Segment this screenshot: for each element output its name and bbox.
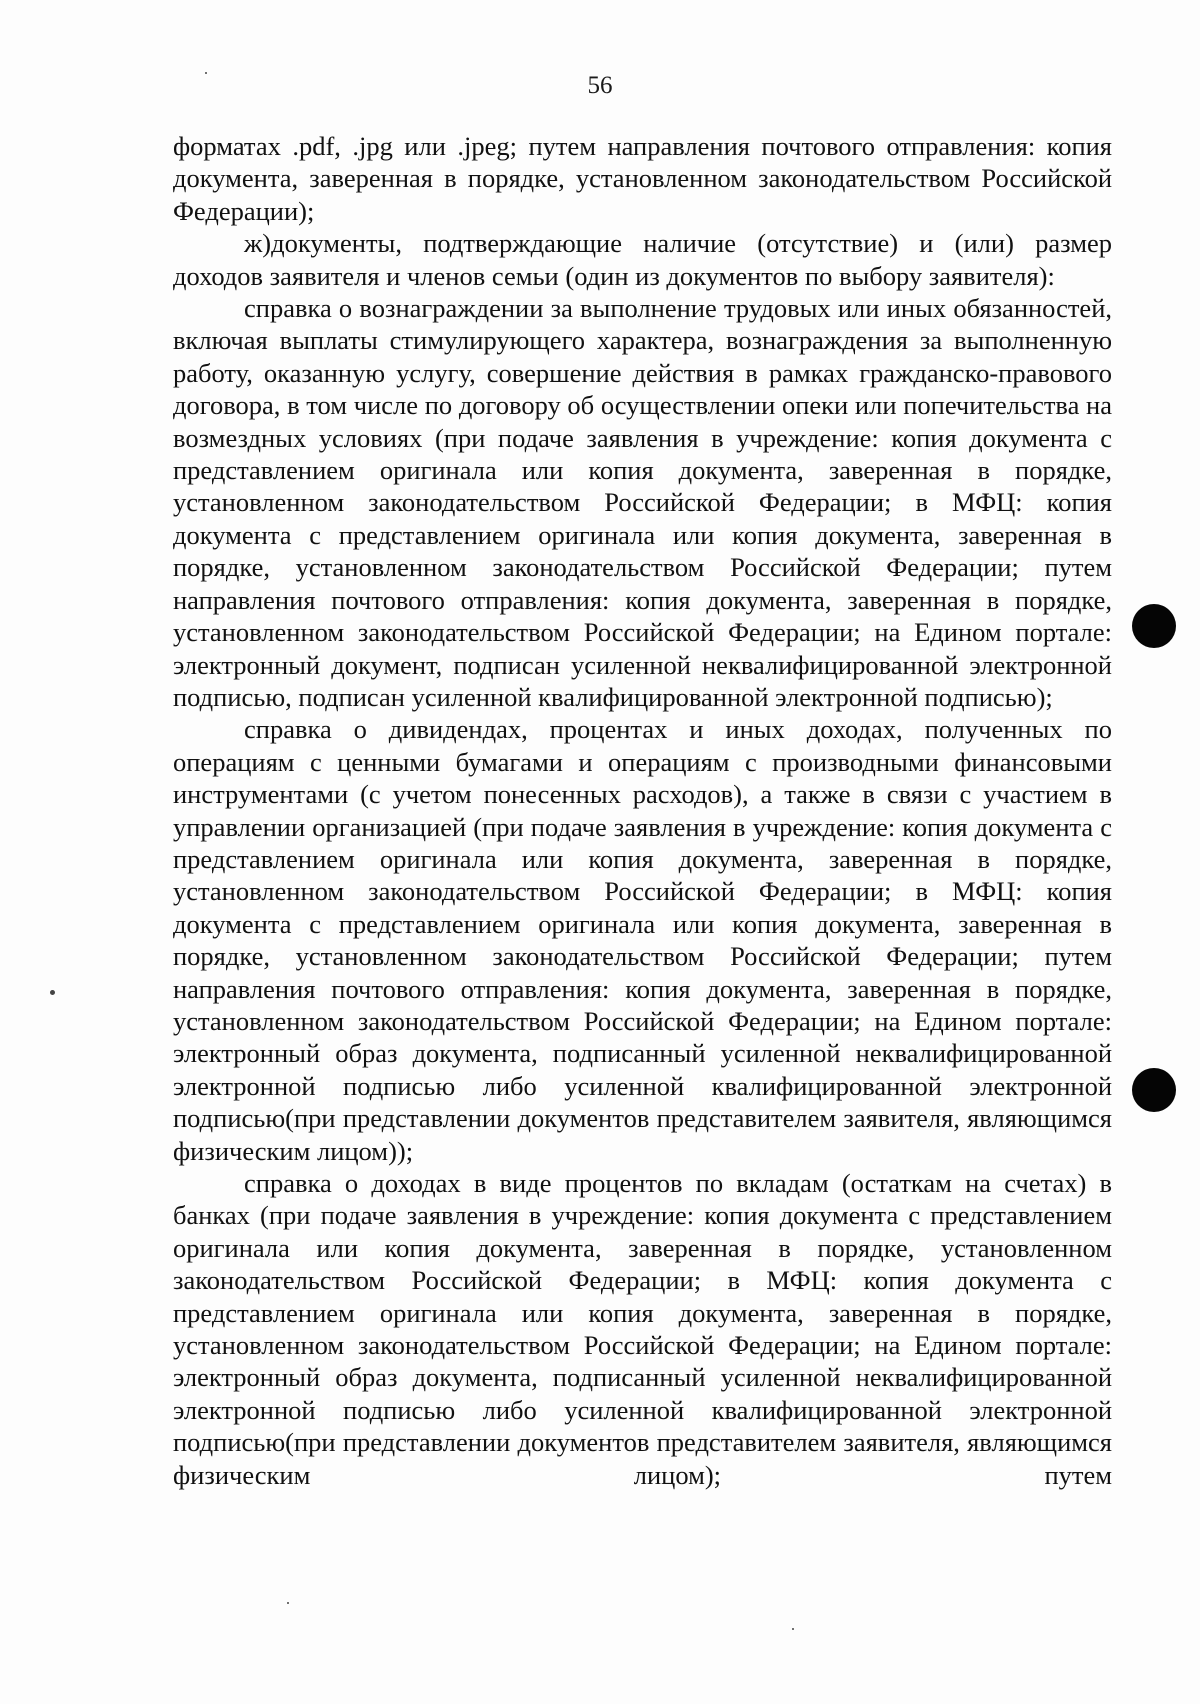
page-number: 56 bbox=[587, 72, 613, 99]
punch-hole-lower bbox=[1132, 1068, 1176, 1112]
paragraph-deposit-interest-certificate: справка о доходах в виде процентов по вкладам (остаткам на счетах) в банках (при подаче заявления в учреждение: копия документа с представлением оригинала или копия документа, заверенная в порядке, установленном законодательством Российской Федерации; в МФЦ: копия документа с представлением оригинала или копия документа, заверенная в порядке, установленном законодательством Российской Федерации; на Едином портале: электронный образ документа, подписанный усиленной неквалифицированной электронной подписью либо усиленной квалифицированной электронной подписью(при представлении документов представителем заявителя, являющимся физическим лицом); путем bbox=[173, 1168, 1112, 1490]
document-body bbox=[173, 130, 1112, 1491]
scan-speck bbox=[205, 72, 207, 74]
scan-speck bbox=[50, 990, 55, 995]
paragraph-item-zh: ж)документы, подтверждающие наличие (отсутствие) и (или) размер доходов заявителя и членов семьи (один из документов по выбору заявителя): bbox=[173, 228, 1112, 291]
punch-hole-upper bbox=[1132, 604, 1176, 648]
paragraph-dividends-certificate: справка о дивидендах, процентах и иных доходах, полученных по операциям с ценными бумагами и операциям с производными финансовыми инструментами (с учетом понесенных расходов), а также в связи с участием в управлении организацией (при подаче заявления в учреждение: копия документа с представлением оригинала или копия документа, заверенная в порядке, установленном законодательством Российской Федерации; в МФЦ: копия документа с представлением оригинала или копия документа, заверенная в порядке, установленном законодательством Российской Федерации; путем направления почтового отправления: копия документа, заверенная в порядке, установленном законодательством Российской Федерации; на Едином портале: электронный образ документа, подписанный усиленной неквалифицированной электронной подписью либо усиленной квалифицированной электронной подписью(при представлении документов представителем заявителя, являющимся физическим лицом)); bbox=[173, 714, 1112, 1166]
scan-speck bbox=[792, 1628, 794, 1630]
paragraph-remuneration-certificate: справка о вознаграждении за выполнение трудовых или иных обязанностей, включая выплаты стимулирующего характера, вознаграждения за выполненную работу, оказанную услугу, совершение действия в рамках гражданско-правового договора, в том числе по договору об осуществлении опеки или попечительства на возмездных условиях (при подаче заявления в учреждение: копия документа с представлением оригинала или копия документа, заверенная в порядке, установленном законодательством Российской Федерации; в МФЦ: копия документа с представлением оригинала или копия документа, заверенная в порядке, установленном законодательством Российской Федерации; путем направления почтового отправления: копия документа, заверенная в порядке, установленном законодательством Российской Федерации; на Едином портале: электронный документ, подписан усиленной неквалифицированной электронной подписью, подписан усиленной квалифицированной электронной подписью); bbox=[173, 293, 1112, 712]
paragraph-continued: форматах .pdf, .jpg или .jpeg; путем направления почтового отправления: копия документа, заверенная в порядке, установленном законодательством Российской Федерации); bbox=[173, 131, 1112, 226]
scan-speck bbox=[287, 1602, 289, 1604]
